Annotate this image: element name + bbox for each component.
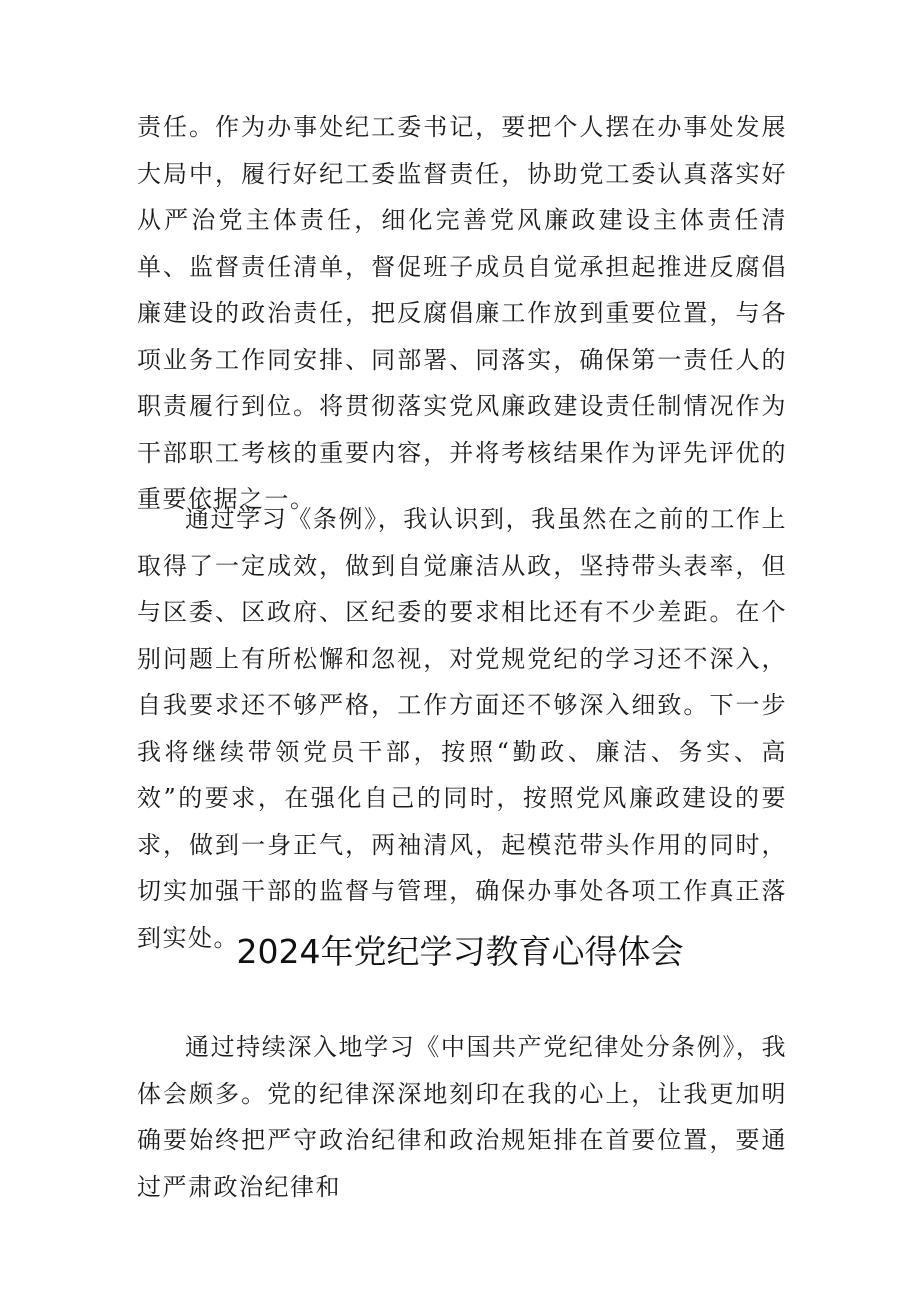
paragraph-text: 通过学习《条例》，我认识到，我虽然在之前的工作上取得了一定成效，做到自觉廉洁从政，坚持带头表率，但与区委、区政府、区纪委的要求相比还有不少差距。在个别问题上有所松懈和忽视，对党规党纪的学习还不深入，自我要求还不够严格，工作方面还不够深入细致。下一步我将继续带领党员干部，按照“勤政、廉洁、务实、高效”的要求，在强化自己的同时，按照党风廉政建设的要求，做到一身正气，两袖清风，起模范带头作用的同时，切实加强干部的监督与管理，确保办事处各项工作真正落到实处。 — [137, 505, 787, 952]
paragraph-learning-reflection — [137, 496, 787, 961]
paragraph-text: 通过持续深入地学习《中国共产党纪律处分条例》，我体会颇多。党的纪律深深地刻印在我的心上，让我更加明确要始终把严守政治纪律和政治规矩排在首要位置，要通过严肃政治纪律和 — [137, 1033, 787, 1201]
section-title: 2024年党纪学习教育心得体会 — [236, 932, 684, 971]
paragraph-text: 责任。作为办事处纪工委书记，要把个人摆在办事处发展大局中，履行好纪工委监督责任，协助党工委认真落实好从严治党主体责任，细化完善党风廉政建设主体责任清单、监督责任清单，督促班子成员自觉承担起推进反腐倡廉建设的政治责任，把反腐倡廉工作放到重要位置，与各项业务工作同安排、同部署、同落实，确保第一责任人的职责履行到位。将贯彻落实党风廉政建设责任制情况作为干部职工考核的重要内容，并将考核结果作为评先评优的重要依据之一。 — [137, 113, 787, 513]
paragraph-continued — [137, 104, 787, 523]
paragraph-section-intro — [137, 1024, 787, 1210]
